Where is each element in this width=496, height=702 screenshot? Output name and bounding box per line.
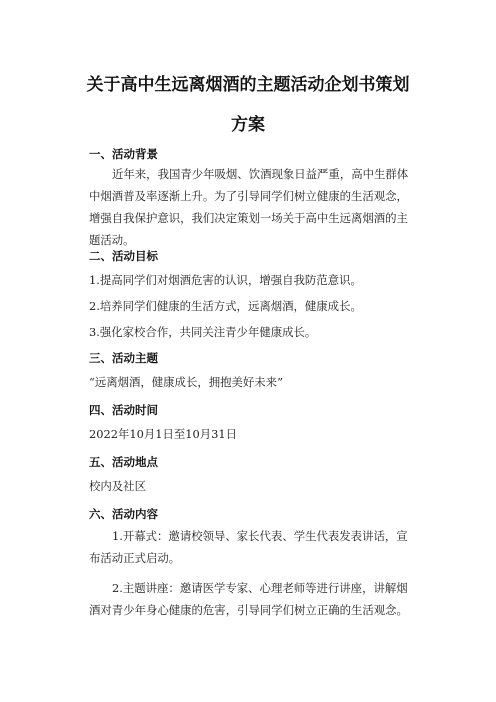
document-title-line-1: 关于高中生远离烟酒的主题活动企划书策划 xyxy=(86,75,410,95)
goal-item-2: 2.培养同学们健康的生活方式，远离烟酒，健康成长。 xyxy=(89,299,362,313)
goal-item-1: 1.提高同学们对烟酒危害的认识，增强自我防范意识。 xyxy=(89,273,362,287)
goal-item-3: 3.强化家校合作，共同关注青少年健康成长。 xyxy=(89,325,317,339)
content-item-1: 1.开幕式：邀请校领导、家长代表、学生代表发表讲话，宣布活动正式启动。 xyxy=(89,529,408,565)
section-heading-background: 一、活动背景 xyxy=(89,147,158,161)
document-title-line-2: 方案 xyxy=(231,115,265,135)
section-heading-location: 五、活动地点 xyxy=(89,455,158,469)
section-heading-time: 四、活动时间 xyxy=(89,403,158,417)
content-item-2: 2.主题讲座：邀请医学专家、心理老师等进行讲座，讲解烟酒对青少年身心健康的危害，引导同学们树立正确的生活观念。 xyxy=(89,581,408,617)
theme-slogan: “远离烟酒，健康成长，拥抱美好未来” xyxy=(89,375,283,389)
section-heading-theme: 三、活动主题 xyxy=(89,351,158,365)
section-heading-content: 六、活动内容 xyxy=(89,507,158,521)
section-heading-goals: 二、活动目标 xyxy=(89,249,158,263)
paragraph-background: 近年来，我国青少年吸烟、饮酒现象日益严重，高中生群体中烟酒普及率逐渐上升。为了引导同学们树立健康的生活观念，增强自我保护意识，我们决定策划一场关于高中生远离烟酒的主题活动。 xyxy=(89,167,409,247)
activity-location: 校内及社区 xyxy=(89,479,146,493)
activity-date-range: 2022年10月1日至10月31日 xyxy=(89,427,238,441)
